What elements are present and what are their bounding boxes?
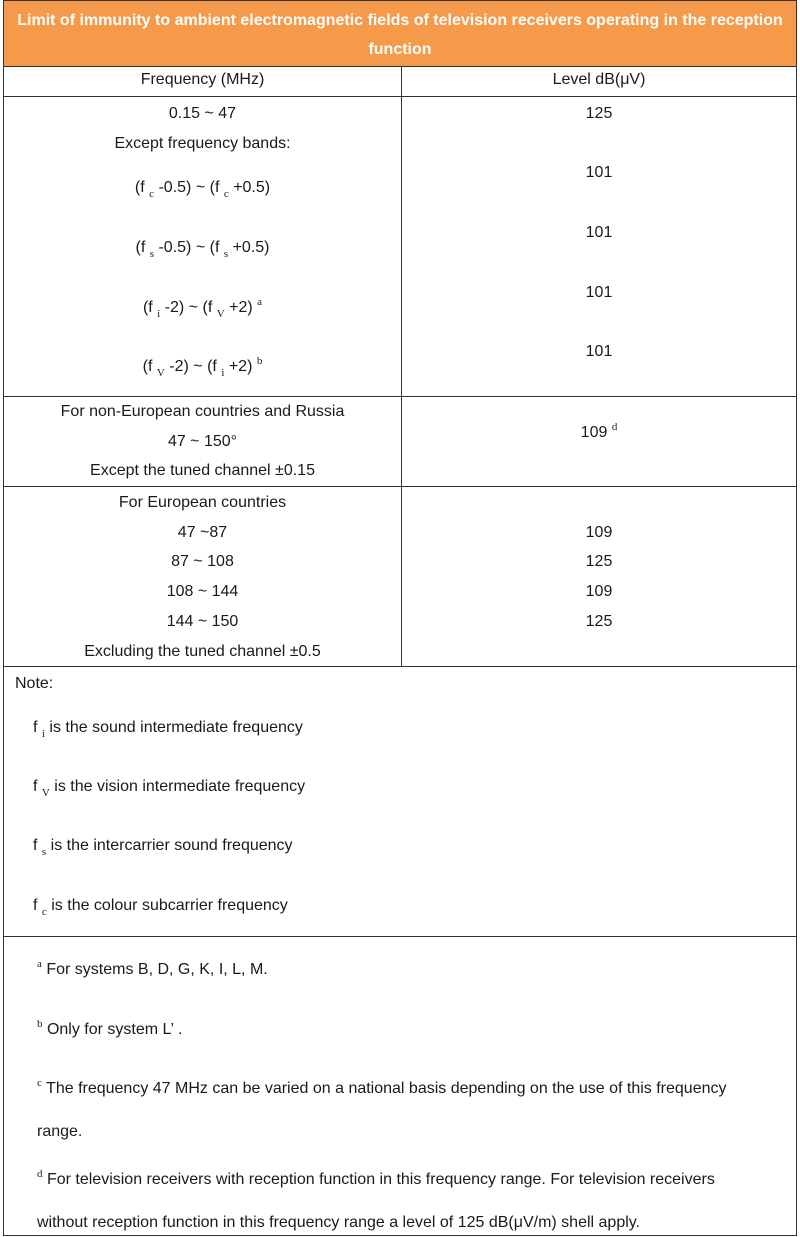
- divider: [4, 666, 796, 667]
- range-0-15-47: 0.15 ~ 47: [168, 105, 237, 122]
- divider: [4, 396, 796, 397]
- divider: [4, 486, 796, 487]
- level-row: 125: [585, 553, 613, 570]
- level-row: 109: [585, 524, 613, 541]
- column-divider: [401, 67, 402, 666]
- range-row: 87 ~ 108: [171, 553, 234, 570]
- divider: [4, 936, 796, 937]
- header-level: Level dB(μV): [552, 71, 646, 88]
- footnote-c: $^c$ The frequency 47 MHz can be varied on a national basis depending on the use of this frequency: [37, 1077, 727, 1097]
- band-fc: (f $_c$ -0.5) ~ (f $_c$ +0.5): [134, 179, 271, 200]
- header-frequency: Frequency (MHz): [140, 71, 265, 88]
- european-label: For European countries: [118, 494, 287, 511]
- range-47-150: 47 ~ 150°: [167, 433, 238, 450]
- non-european-label: For non-European countries and Russia: [60, 403, 345, 420]
- footnote-a: $^a$ For systems B, D, G, K, I, L, M.: [37, 958, 268, 978]
- band-fv-fi: (f $_V$ -2) ~ (f $_i$ +2) $^b$: [142, 355, 263, 379]
- except-bands-label: Except frequency bands:: [114, 135, 291, 152]
- footnote-b: $^b$ Only for system L’ .: [37, 1018, 183, 1038]
- immunity-limits-table: [3, 0, 797, 1236]
- band-fi-fv: (f $_i$ -2) ~ (f $_V$ +2) $^a$: [142, 296, 263, 320]
- level-band-fi-fv: 101: [585, 284, 613, 301]
- level-row: 109: [585, 583, 613, 600]
- range-row: 108 ~ 144: [166, 583, 239, 600]
- range-row: 47 ~87: [177, 524, 228, 541]
- footnote-c-cont: range.: [37, 1123, 83, 1140]
- except-tuned-channel: Except the tuned channel ±0.15: [90, 462, 315, 479]
- note-label: Note:: [15, 675, 54, 692]
- note-fc: f $_c$ is the colour subcarrier frequency: [33, 897, 288, 918]
- note-fi: f $_i$ is the sound intermediate frequency: [33, 719, 303, 740]
- note-fv: f $_V$ is the vision intermediate frequency: [33, 778, 306, 799]
- excluding-tuned-channel: Excluding the tuned channel ±0.5: [84, 643, 321, 660]
- level-band-fv-fi: 101: [585, 343, 613, 360]
- range-row: 144 ~ 150: [166, 613, 239, 630]
- level-0-15-47: 125: [585, 105, 613, 122]
- footnote-d-cont: without reception function in this frequency range a level of 125 dB(μV/m) shell apply.: [37, 1214, 641, 1231]
- table-title: Limit of immunity to ambient electromagnetic fields of television receivers operating in the reception function: [4, 1, 796, 67]
- note-fs: f $_s$ is the intercarrier sound frequency: [33, 837, 293, 858]
- footnote-d: $^d$ For television receivers with reception function in this frequency range. For television receivers: [37, 1168, 715, 1188]
- level-row: 125: [585, 613, 613, 630]
- band-fs: (f $_s$ -0.5) ~ (f $_s$ +0.5): [135, 239, 270, 260]
- level-band-fs: 101: [585, 224, 613, 241]
- divider: [4, 96, 796, 97]
- level-band-fc: 101: [585, 164, 613, 181]
- level-non-european: 109 $^d$: [580, 421, 618, 441]
